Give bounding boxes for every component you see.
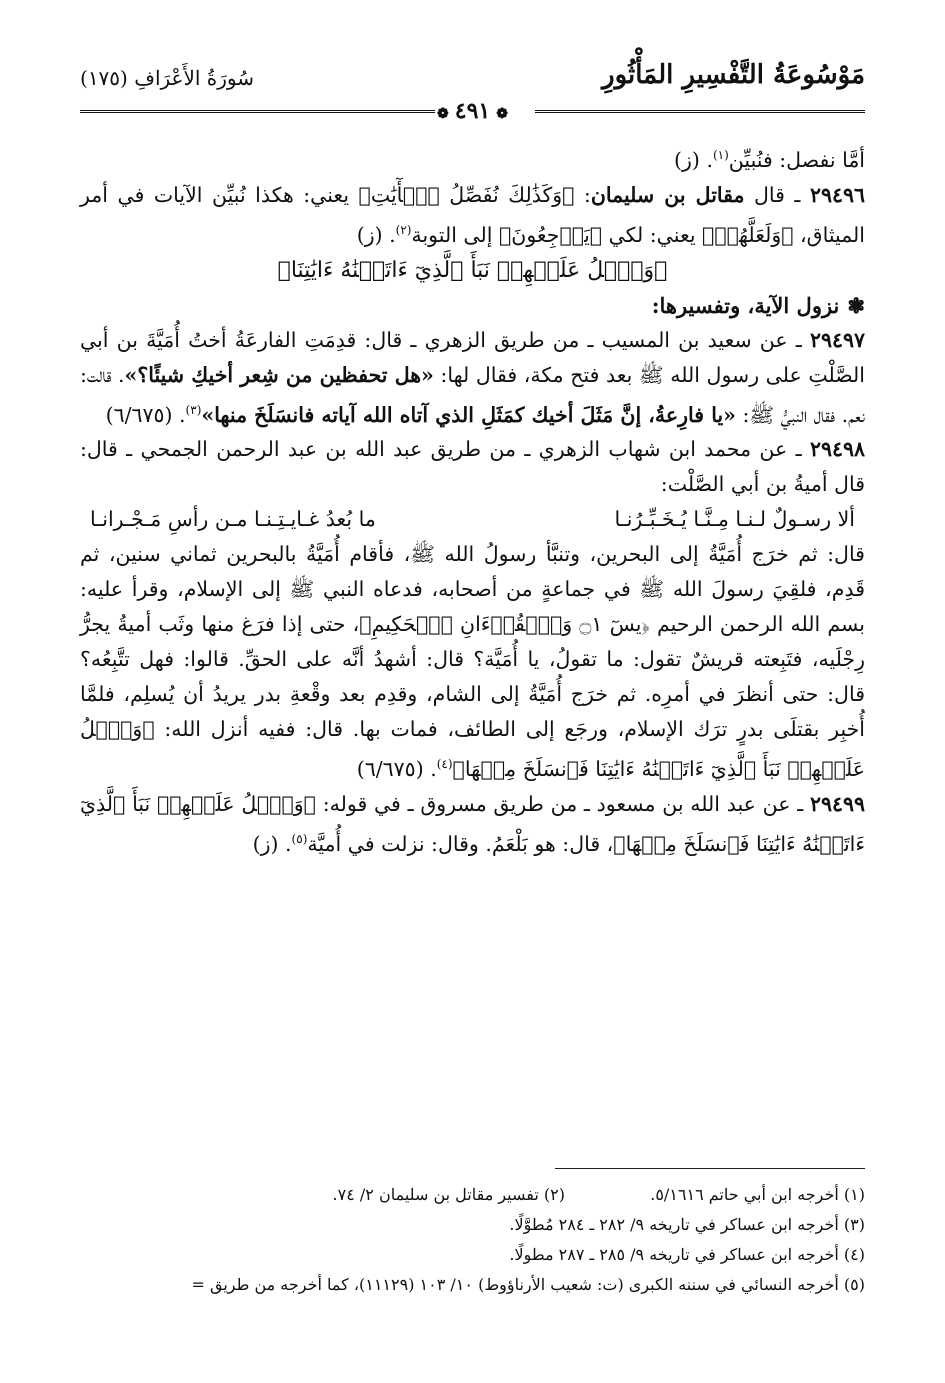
section-title: ❃نزول الآية، وتفسيرها: (80, 288, 865, 323)
narration-number: ٢٩٤٩٧ (809, 327, 865, 352)
narration-number: ٢٩٤٩٦ (809, 182, 865, 207)
footnote-row (55, 1270, 865, 1300)
verse-heading: ﴿وَٱتۡلُ عَلَيۡهِمۡ نَبَأَ ٱلَّذِيٓ ءَاتَيۡنَٰهُ ءَايَٰتِنَا﴾ (277, 257, 668, 283)
narration-number: ٢٩٤٩٨ (809, 437, 865, 462)
paragraph-29497: ٢٩٤٩٧ ـ عن سعيد بن المسيب ـ من طريق الزهري ـ قال: قدِمَتِ الفارعَةُ أختُ أُمَيَّةَ بن أبي الصَّلْتِ على رسول الله ﷺ بعد فتح مكة، فقال لها: «هل تحفظين من شِعر أخيكِ شيئًا؟». قالت: نعم. فقال النبيُّ ﷺ: «يا فارِعةُ، إنَّ مَثَلَ أخيك كمَثَلِ الذي آتاه الله آياته فانسَلَخَ منها»$^{(٣)}$. (٦/٦٧٥) (80, 327, 865, 427)
page-number: ❁ ٤٩١ ❁ (437, 98, 508, 124)
ornament-icon: ❁ (496, 106, 508, 122)
footnote-5: (٥) أخرجه النسائي في سننه الكبرى (ت: شعيب الأرناؤوط) ١٠/ ١٠٣ (١١١٢٩)، كما أخرجه من طريق = (191, 1275, 865, 1294)
book-title: مَوْسُوعَةُ التَّفْسِيرِ المَأْثُورِ (602, 60, 865, 90)
surah-label: سُورَةُ الأَعْرَافِ (١٧٥) (80, 66, 255, 90)
narrator-name: مقاتل بن سليمان (590, 182, 745, 207)
hadith-text: «هل تحفظين من شِعر أخيكِ شيئًا؟» (124, 362, 434, 387)
paragraph-intro: أمَّا نفصل: فنُبيِّن$^{(١)}$. (ز) (674, 147, 865, 172)
footnote-ref[interactable]: (١) (712, 148, 729, 162)
header-rule (80, 100, 865, 124)
footnote-ref[interactable]: (٤) (436, 757, 453, 772)
running-header (80, 60, 865, 100)
footnote-row (55, 1180, 865, 1210)
footnote-ref[interactable]: (٥) (291, 832, 308, 847)
footnote-1: (١) أخرجه ابن أبي حاتم ٥/١٦١٦. (650, 1185, 865, 1204)
poem-hemistich-left: ما بُعدُ غـايـتِـنـا مـن رأسِ مَـجْـرانـا (90, 507, 376, 532)
ornament-icon: ❁ (437, 106, 449, 122)
footnotes (55, 1180, 865, 1300)
paragraph-29496: ٢٩٤٩٦ ـ قال مقاتل بن سليمان: ﴿وَكَذَٰلِكَ نُفَصِّلُ ٱلۡأٓيَٰتِ﴾ يعني: هكذا نُبيِّن الآيات في أمر الميثاق، ﴿وَلَعَلَّهُمۡ﴾ يعني: لكي ﴿يَرۡجِعُونَ﴾ إلى التوبة$^{(٢)}$. (ز) (80, 182, 865, 247)
poem-hemistich-right: ألا رسـولٌ لـنـا مِـنَّـا يُـخَـبِّـرُنـا (614, 507, 855, 532)
footnote-ref[interactable]: (٣) (185, 402, 202, 417)
main-text (80, 138, 865, 862)
footnote-2: (٢) تفسير مقاتل بن سليمان ٢/ ٧٤. (332, 1185, 565, 1204)
poem-verse (80, 502, 865, 537)
footnote-3: (٣) أخرجه ابن عساكر في تاريخه ٩/ ٢٨٢ ـ ٢٨٤ مُطوَّلًا. (509, 1215, 865, 1234)
footnote-row (55, 1210, 865, 1240)
paragraph-29498: ٢٩٤٩٨ ـ عن محمد ابن شهاب الزهري ـ من طريق عبد الله بن عبد الرحمن الجمحي ـ قال: قال أميةُ بن أبي الصَّلْت: (80, 437, 865, 497)
footnote-ref[interactable]: (٢) (395, 222, 412, 237)
narration-number: ٢٩٤٩٩ (809, 792, 865, 817)
footnote-row (55, 1240, 865, 1270)
paragraph-29499: ٢٩٤٩٩ ـ عن عبد الله بن مسعود ـ من طريق مسروق ـ في قوله: ﴿وَٱتۡلُ عَلَيۡهِمۡ نَبَأَ ٱلَّذِيٓ ءَاتَيۡنَٰهُ ءَايَٰتِنَا فَٱنسَلَخَ مِنۡهَا﴾، قال: هو بَلْعَمُ. وقال: نزلت في أُميَّة$^{(٥)}$. (ز) (80, 792, 865, 857)
hadith-text: «يا فارِعةُ، إنَّ مَثَلَ أخيك كمَثَلِ الذي آتاه الله آياته فانسَلَخَ منها» (201, 402, 736, 427)
paragraph-29498-cont: قال: ثم خرَج أُمَيَّةُ إلى البحرين، وتنبَّأ رسولُ الله ﷺ، فأقام أُمَيَّةُ بالبحرين ثماني سنين، ثم قَدِم، فلقِيَ رسولَ الله ﷺ في جماعةٍ من أصحابه، فدعاه النبي ﷺ إلى الإسلام، وقرأ عليه: بسم الله الرحمن الرحيم ﴿يسٓ ۝١ وَٱلۡقُرۡءَانِ ٱلۡحَكِيمِ﴾، حتى إذا فرَغ منها وثَب أميةُ يجرُّ رِجْلَيه، فتَبِعته قريشٌ تقول: ما تقولُ، يا أُمَيَّة؟ قال: أشهدُ أنَّه على الحقِّ. قالوا: فهل تتَّبِعُه؟ قال: حتى أنظرَ في أمرِه. ثم خرَج أُمَيَّةُ إلى الشام، وقدِم بعد وقْعةِ بدر يريدُ أن يُسلِم، فلمَّا أُخبِر بقتلَى بدرٍ ترَك الإسلام، ورجَع إلى الطائف، فمات بها. قال: ففيه أنزل الله: ﴿وَٱتۡلُ عَلَيۡهِمۡ نَبَأَ ٱلَّذِيٓ ءَاتَيۡنَٰهُ ءَايَٰتِنَا فَٱنسَلَخَ مِنۡهَا﴾$^{(٤)}$. (٦/٦٧٥) (80, 542, 865, 782)
footnote-4: (٤) أخرجه ابن عساكر في تاريخه ٩/ ٢٨٥ ـ ٢٨٧ مطولًا. (509, 1245, 865, 1264)
footnote-separator (555, 1168, 865, 1169)
flower-icon: ❃ (847, 292, 865, 318)
